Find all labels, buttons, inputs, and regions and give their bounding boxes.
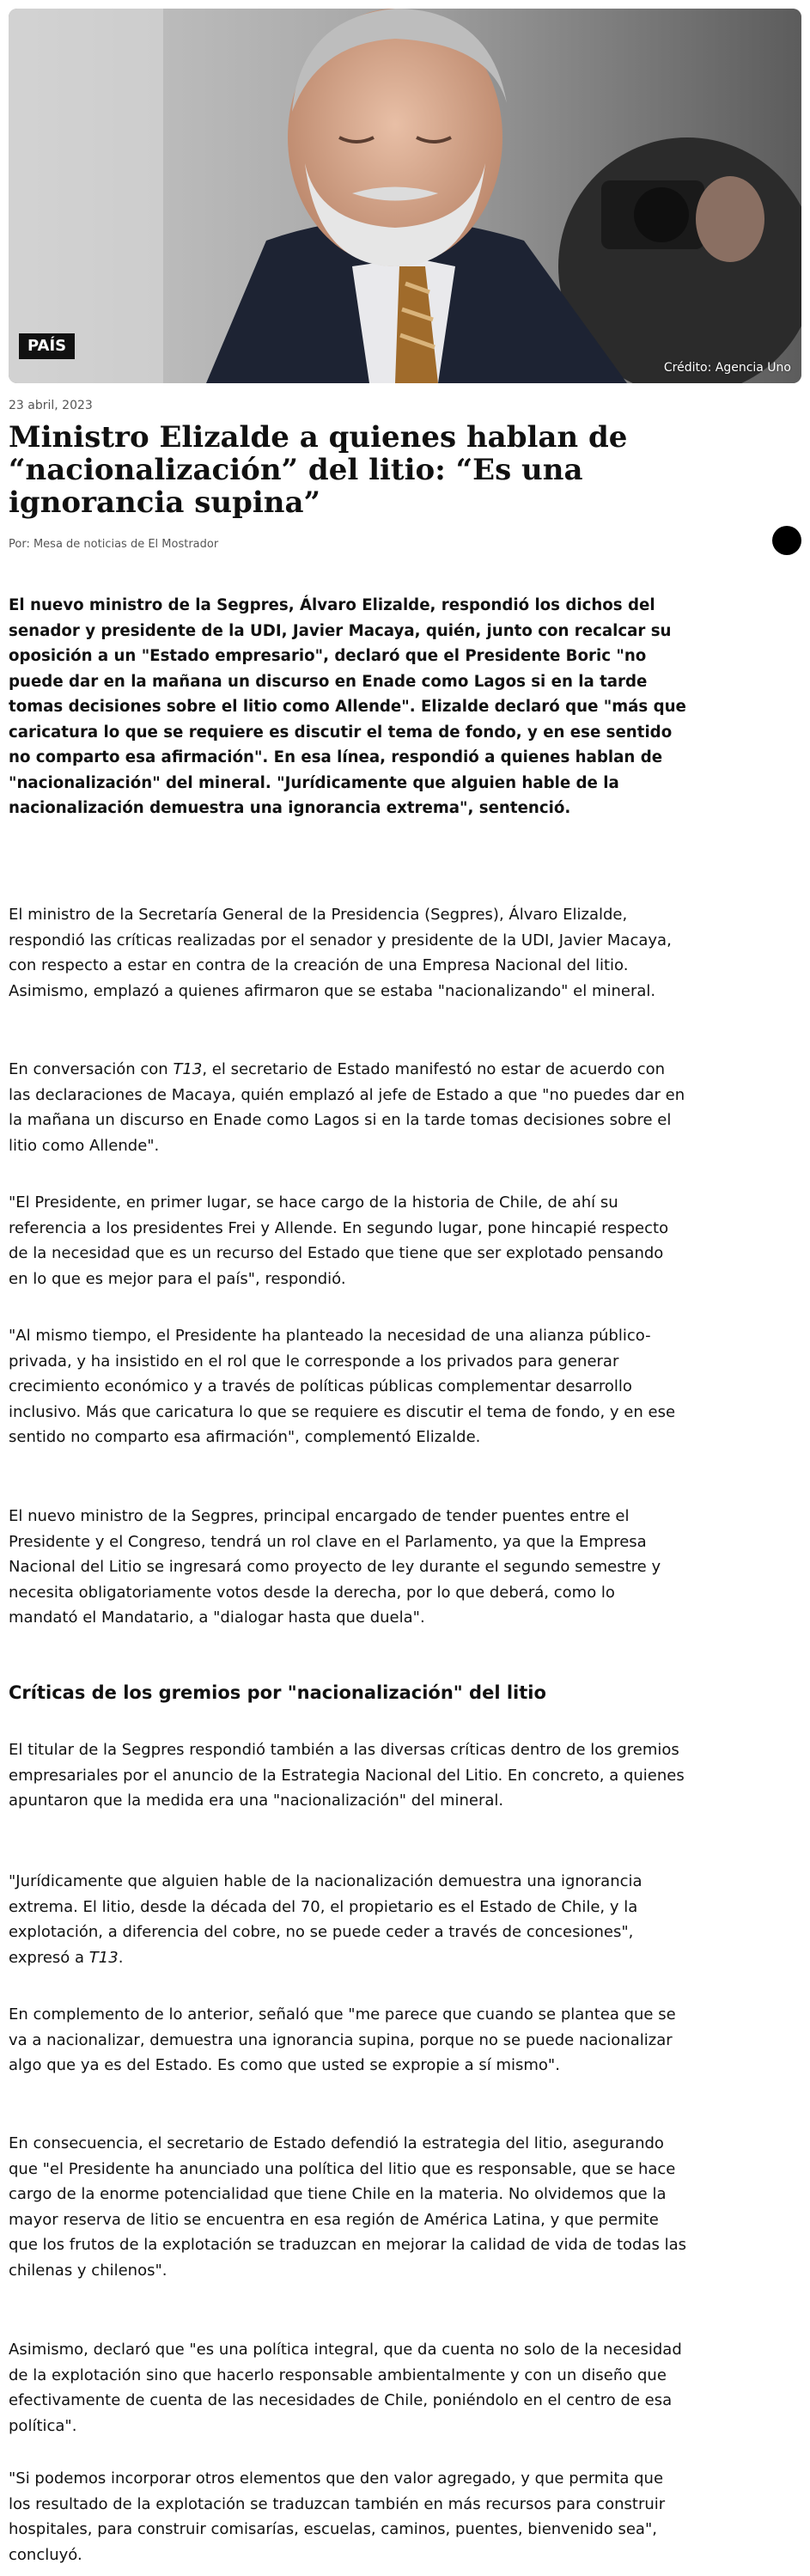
paragraph-text: "Jurídicamente que alguien hable de la nacionalización demuestra una ignorancia extrema. El litio, desde la década del 70, el propietario es el Estado de Chile, y la explotación, a diferencia del cobre, no se puede ceder a través de concesiones", expresó a	[9, 1872, 643, 1967]
article-headline: Ministro Elizalde a quienes hablan de “nacionalización” del litio: “Es una ignorancia supina”	[9, 420, 628, 520]
article-paragraph: Asimismo, declaró que "es una política integral, que da cuenta no solo de la necesidad de la explotación sino que hacerlo responsable ambientalmente y con un diseño que efectivamente de cuenta de las necesidades de Chile, poniéndolo en el centro de esa política".	[9, 2341, 682, 2435]
paragraph-text: En conversación con	[9, 1060, 174, 1078]
article-paragraph: "El Presidente, en primer lugar, se hace cargo de la historia de Chile, de ahí su referencia a los presidentes Frei y Allende. En segundo lugar, pone hincapié respecto de la necesidad que es un recurso del Estado que tiene que ser explotado pensando en lo que es mejor para el país", respondió.	[9, 1193, 669, 1288]
article-paragraph: "Si podemos incorporar otros elementos que den valor agregado, y que permita que los resultado de la explotación se traduzcan también en más recursos para construir hospitales, para construir comisarías, escuelas, caminos, puentes, bienvenido sea", concluyó.	[9, 2469, 666, 2564]
article-paragraph: El nuevo ministro de la Segpres, principal encargado de tender puentes entre el Presidente y el Congreso, tendrá un rol clave en el Parlamento, ya que la Empresa Nacional del Litio se ingresará como proyecto de ley durante el segundo semestre y necesita obligatoriamente votos desde la derecha, por lo que deberá, como lo mandató el Mandatario, a "dialogar hasta que duela".	[9, 1507, 661, 1627]
source-name: T13	[88, 1948, 119, 1967]
paragraph-text: .	[118, 1948, 124, 1967]
article-paragraph: En consecuencia, el secretario de Estado defendió la estrategia del litio, asegurando que "el Presidente ha anunciado una política del litio que es responsable, que se hace cargo de la enorme potencialidad que tiene Chile en la materia. No olvidemos que la mayor reserva de litio se encuentra en esa región de América Latina, y que permite que los frutos de la explotación se traduzcan en mejorar la calidad de vida de todas las chilenas y chilenos".	[9, 2134, 686, 2280]
article-paragraph: En complemento de lo anterior, señaló que "me parece que cuando se plantea que se va a nacionalizar, demuestra una ignorancia supina, porque no se puede nacionalizar algo que ya es del Estado. Es como que usted se expropie a sí mismo".	[9, 2005, 676, 2074]
article-lead: El nuevo ministro de la Segpres, Álvaro Elizalde, respondió los dichos del senador y presidente de la UDI, Javier Macaya, quién, junto con recalcar su oposición a un "Estado empresario", declaró que el Presidente Boric "no puede dar en la mañana un discurso en Enade como Lagos si en la tarde tomas decisiones sobre el litio como Allende". Elizalde declaró que "más que caricatura lo que se requiere es discutir el tema de fondo, y en ese sentido no comparto esa afirmación". En esa línea, respondió a quienes hablan de "nacionalización" del mineral. "Jurídicamente que alguien hable de la nacionalización demuestra una ignorancia extrema", sentenció.	[9, 596, 686, 817]
article-paragraph: El titular de la Segpres respondió también a las diversas críticas dentro de los gremios empresariales por el anuncio de la Estrategia Nacional del Litio. En concreto, a quienes apuntaron que la medida era una "nacionalización" del mineral.	[9, 1741, 685, 1810]
section-badge[interactable]: PAÍS	[19, 333, 75, 359]
article-subheading: Críticas de los gremios por "nacionalización" del litio	[9, 1682, 546, 1703]
article-paragraph	[9, 1869, 687, 1970]
article-paragraph: "Al mismo tiempo, el Presidente ha planteado la necesidad de una alianza público-privada, y ha insistido en el rol que le corresponde a los privados para generar crecimiento económico y a través de políticas públicas complementar desarrollo inclusivo. Más que caricatura lo que se requiere es discutir el tema de fondo, y en ese sentido no comparto esa afirmación", complementó Elizalde.	[9, 1327, 676, 1446]
hero-photo	[9, 9, 801, 383]
article-date: 23 abril, 2023	[9, 399, 93, 412]
hero-image	[9, 9, 801, 383]
source-name: T13	[173, 1060, 203, 1078]
paragraph-text: , el secretario de Estado manifestó no estar de acuerdo con las declaraciones de Macaya, quién emplazó al jefe de Estado a que "no puedes dar en la mañana un discurso en Enade como Lagos si en la tarde tomas decisiones sobre el litio como Allende".	[9, 1060, 685, 1155]
article-byline[interactable]: Por: Mesa de noticias de El Mostrador	[9, 538, 219, 551]
article-paragraph	[9, 1057, 687, 1158]
article-paragraph: El ministro de la Secretaría General de la Presidencia (Segpres), Álvaro Elizalde, respondió las críticas realizadas por el senador y presidente de la UDI, Javier Macaya, con respecto a estar en contra de la creación de una Empresa Nacional del litio. Asimismo, emplazó a quienes afirmaron que se estaba "nacionalizando" el mineral.	[9, 906, 672, 1000]
share-button[interactable]	[772, 526, 801, 555]
photo-credit: Crédito: Agencia Uno	[663, 361, 791, 375]
